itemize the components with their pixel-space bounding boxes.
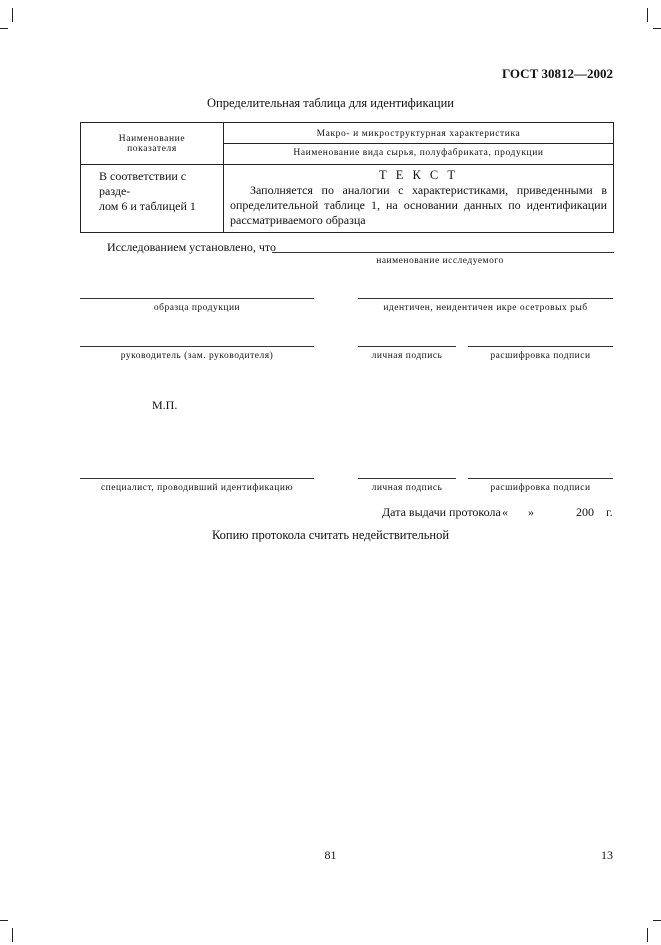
page-number-center: 81: [324, 848, 337, 862]
row-value-cell: [224, 165, 614, 233]
signature-line-1[interactable]: [358, 346, 456, 347]
head-line[interactable]: [80, 346, 314, 347]
invalid-copy-note: Копию протокола считать недействительной: [211, 528, 450, 542]
quote-close: »: [528, 505, 534, 519]
issue-date-label: Дата выдачи протокола: [382, 505, 501, 519]
crop-mark: [653, 920, 661, 921]
year-suffix: г.: [606, 505, 613, 519]
cell-line: лом 6 и таблицей 1: [99, 199, 196, 213]
product-sample-caption: образца продукции: [153, 303, 241, 313]
crop-mark: [647, 928, 648, 942]
transcript-caption-2: расшифровка подписи: [490, 483, 591, 493]
specialist-caption: специалист, проводивший идентификацию: [100, 483, 294, 493]
column-header-indicator: [81, 123, 224, 165]
stamp-label: М.П.: [152, 398, 178, 412]
identification-table: [80, 122, 614, 233]
crop-mark: [12, 8, 13, 22]
issue-year: 200: [576, 505, 594, 519]
header-line: показателя: [127, 143, 177, 154]
quote-open: «: [502, 505, 508, 519]
crop-mark: [647, 8, 648, 22]
identity-line[interactable]: [358, 298, 613, 299]
column-header-structure: Макро- и микроструктурная характеристика: [224, 123, 614, 144]
row-indicator-cell: [81, 165, 224, 233]
crop-mark: [0, 920, 8, 921]
signature-caption-2: личная подпись: [371, 483, 443, 493]
specialist-line[interactable]: [80, 478, 314, 479]
signature-line-2[interactable]: [358, 478, 456, 479]
text-heading: Т Е К С Т: [378, 168, 459, 182]
cell-line: В соответствии с разде-: [99, 169, 187, 198]
sample-name-line[interactable]: [272, 252, 614, 253]
page-number-right: 13: [601, 848, 613, 862]
crop-mark: [653, 28, 661, 29]
transcript-caption-1: расшифровка подписи: [490, 351, 591, 361]
transcript-line-2[interactable]: [468, 478, 613, 479]
text-body: Заполняется по аналогии с характеристиками, приведенными в определительной таблице 1, на основании данных по идентификации рассматриваемого образца: [230, 183, 607, 227]
column-header-raw-material: Наименование вида сырья, полуфабриката, продукции: [224, 144, 614, 165]
signature-caption-1: личная подпись: [371, 351, 443, 361]
product-sample-line[interactable]: [80, 298, 314, 299]
identity-caption: идентичен, неидентичен икре осетровых рыб: [383, 303, 588, 313]
sample-name-caption: наименование исследуемого: [376, 256, 504, 266]
header-line: Наименование: [118, 133, 186, 144]
crop-mark: [12, 928, 13, 942]
crop-mark: [0, 28, 8, 29]
head-caption: руководитель (зам. руководителя): [120, 351, 274, 361]
transcript-line-1[interactable]: [468, 346, 613, 347]
established-label: Исследованием установлено, что: [107, 240, 277, 254]
standard-number: ГОСТ 30812—2002: [501, 66, 613, 81]
table-title: Определительная таблица для идентификации: [207, 96, 454, 110]
